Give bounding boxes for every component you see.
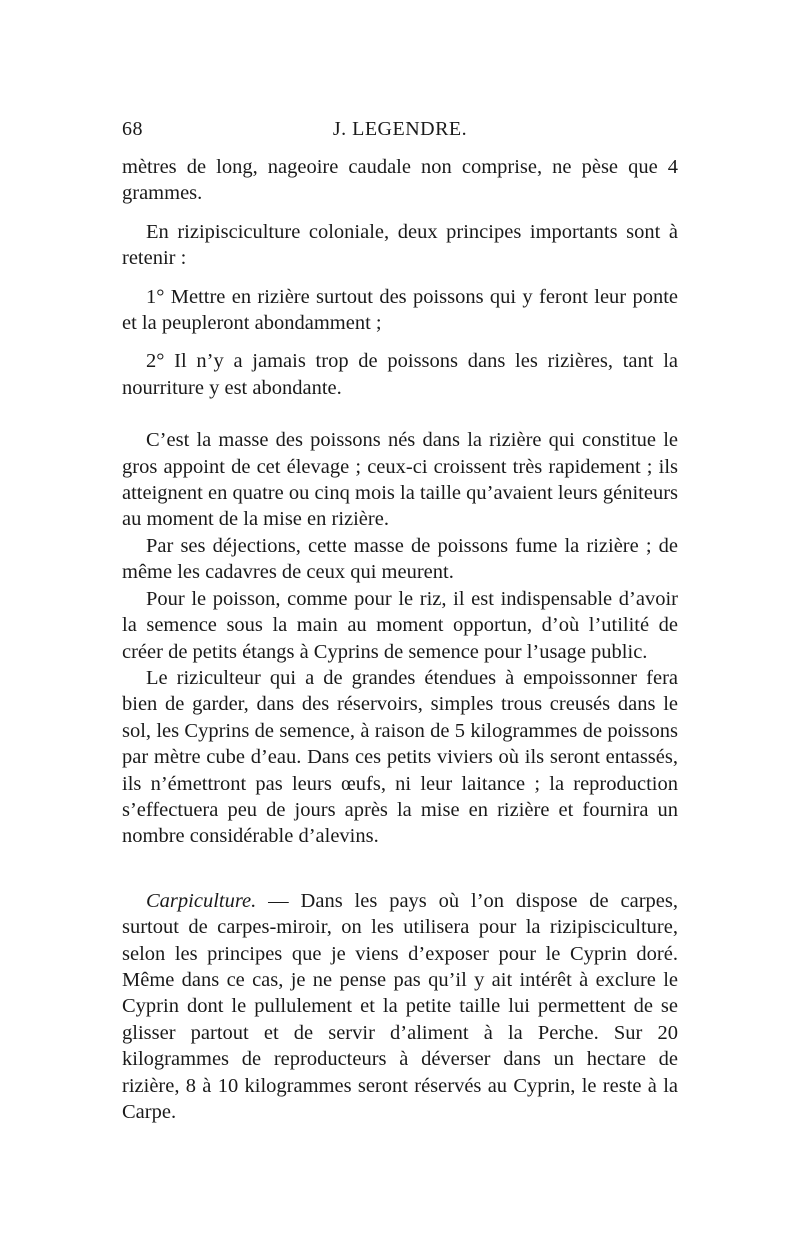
page-number: 68: [122, 118, 143, 140]
section-heading-carpiculture: Carpiculture.: [146, 889, 257, 912]
paragraph-seed-fish: Pour le poisson, comme pour le riz, il est indispensable d’avoir la semence sous la main au moment opportun, d’où l’utilité de créer de petits étangs à Cyprins de semence pour l’usage public.: [122, 587, 678, 663]
paragraph-principle-1: 1° Mettre en rizière surtout des poissons qui y feront leur ponte et la peupleront abondamment ;: [122, 285, 678, 335]
paragraph-carpiculture: [122, 888, 678, 1126]
paragraph-continuation: mètres de long, nageoire caudale non comprise, ne pèse que 4 grammes.: [122, 156, 678, 205]
paragraph-rice-farmer: Le riziculteur qui a de grandes étendues à empoissonner fera bien de garder, dans des réservoirs, simples trous creusés dans le sol, les Cyprins de semence, à raison de 5 kilogrammes de poissons par mètre cube d’eau. Dans ces petits viviers où ils seront entassés, ils n’émettront pas leurs œufs, ni leur laitance ; la reproduction s’effectuera peu de jours après la mise en rizière et fournira un nombre considérable d’alevins.: [122, 666, 678, 848]
paragraph-fish-mass: C’est la masse des poissons nés dans la rizière qui constitue le gros appoint de cet élevage ; ceux-ci croissent très rapidement ; ils atteignent en quatre ou cinq mois la taille qu’avaient leurs géniteurs au moment de la mise en rizière.: [122, 429, 678, 531]
paragraph-principle-2: 2° Il n’y a jamais trop de poissons dans les rizières, tant la nourriture y est abondante.: [122, 350, 678, 399]
body-text: [122, 154, 678, 1125]
running-head: [122, 118, 678, 144]
paragraph-dejections: Par ses déjections, cette masse de poissons fume la rizière ; de même les cadavres de ceux qui meurent.: [122, 534, 678, 584]
running-head-author: J. LEGENDRE.: [332, 118, 468, 140]
paragraph-principles-intro: En rizipisciculture coloniale, deux principes importants sont à retenir :: [122, 220, 678, 270]
paragraph-carpiculture-text: — Dans les pays où l’on dispose de carpes, surtout de carpes-miroir, on les utilisera pour la rizipisciculture, selon les principes que je viens d’exposer pour le Cyprin doré. Même dans ce cas, je ne pense pas qu’il y ait intérêt à exclure le Cyprin dont le pullulement et la petite taille lui permettent de se glisser partout et de servir d’aliment à la Perche. Sur 20 kilogrammes de reproducteurs à déverser dans un hectare de rizière, 8 à 10 kilogrammes seront réservés au Cyprin, le reste à la Carpe.: [122, 889, 679, 1123]
